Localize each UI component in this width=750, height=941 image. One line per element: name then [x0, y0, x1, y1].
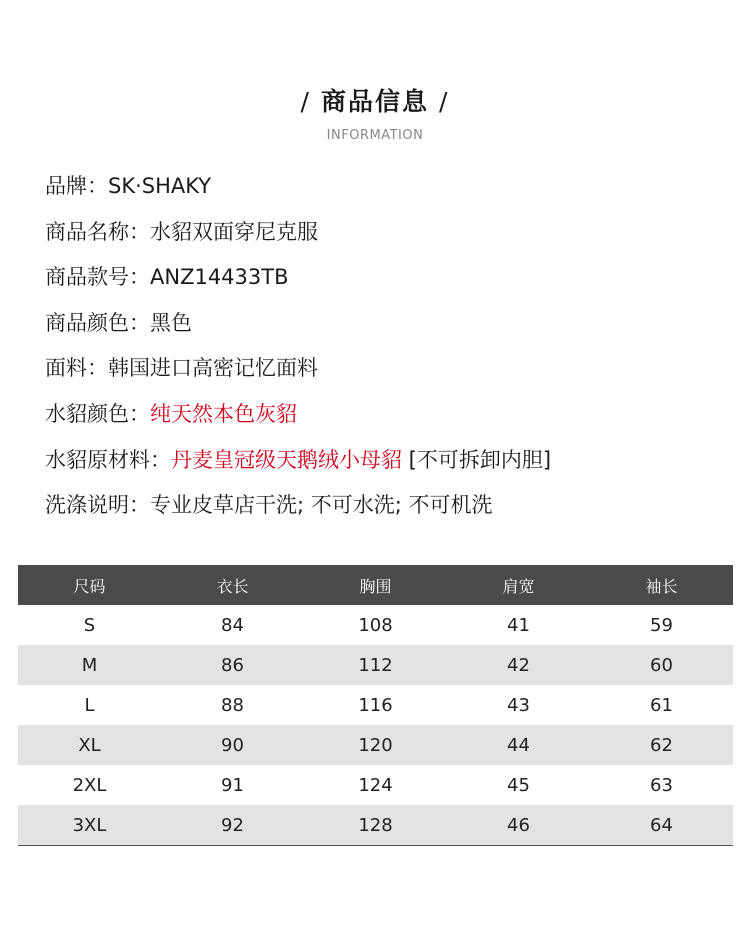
table-cell: 59	[650, 614, 673, 636]
table-cell: 92	[161, 805, 304, 846]
info-row	[45, 307, 725, 353]
table-cell: 61	[650, 694, 673, 716]
info-label: 面料：	[45, 356, 108, 381]
table-cell: 64	[590, 805, 733, 846]
title-slash-left: /	[300, 87, 311, 116]
info-row	[45, 261, 725, 307]
table-row	[18, 605, 733, 645]
product-info-list	[45, 170, 725, 535]
size-table-header-cell: 胸围	[359, 576, 392, 596]
info-row	[45, 352, 725, 398]
title-text: 商品信息	[320, 87, 429, 116]
info-value: 水貂双面穿尼克服	[150, 219, 318, 244]
table-cell: 43	[507, 694, 530, 716]
section-header	[0, 82, 750, 143]
table-row	[18, 805, 733, 846]
title-slash-right: /	[439, 87, 450, 116]
info-row	[45, 398, 725, 444]
table-cell: 45	[507, 774, 530, 796]
info-value: 丹麦皇冠级天鹅绒小母貂	[171, 447, 402, 472]
table-cell: 91	[221, 774, 244, 796]
table-cell: 120	[358, 734, 393, 756]
table-cell: 86	[221, 654, 244, 676]
info-label: 商品颜色：	[45, 310, 150, 335]
table-cell: S	[83, 614, 96, 636]
page-title	[0, 82, 750, 118]
table-cell: 44	[507, 734, 530, 756]
size-table-body	[18, 605, 733, 846]
table-cell: 90	[221, 734, 244, 756]
page-subtitle: INFORMATION	[326, 128, 424, 143]
table-cell: 116	[358, 694, 393, 716]
size-table-container	[18, 565, 733, 846]
table-cell: XL	[78, 734, 101, 756]
info-row	[45, 444, 725, 490]
table-row	[18, 685, 733, 725]
table-row	[18, 645, 733, 685]
info-value: 纯天然本色灰貂	[150, 401, 297, 426]
info-label: 水貂颜色：	[45, 401, 150, 426]
size-table-header-cell: 肩宽	[502, 576, 535, 596]
info-extra-note: [不可拆卸内胆]	[402, 447, 552, 472]
size-table-header-cell: 衣长	[216, 576, 249, 596]
info-value: 专业皮草店干洗; 不可水洗; 不可机洗	[150, 493, 493, 518]
table-cell: 2XL	[72, 774, 107, 796]
table-cell: M	[81, 654, 98, 676]
table-cell: L	[84, 694, 95, 716]
info-label: 商品款号：	[45, 265, 150, 290]
table-cell: 41	[507, 614, 530, 636]
table-cell: 84	[221, 614, 244, 636]
table-row	[18, 725, 733, 765]
table-cell: 112	[358, 654, 393, 676]
info-row	[45, 216, 725, 262]
info-row	[45, 170, 725, 216]
table-cell: 128	[304, 805, 447, 846]
info-value: SK·SHAKY	[108, 174, 212, 198]
table-cell: 124	[358, 774, 393, 796]
info-value: 韩国进口高密记忆面料	[108, 356, 318, 381]
table-cell: 46	[447, 805, 590, 846]
table-cell: 88	[221, 694, 244, 716]
table-row	[18, 765, 733, 805]
table-cell: 108	[358, 614, 393, 636]
info-value: ANZ14433TB	[150, 265, 289, 290]
table-cell: 3XL	[18, 805, 161, 846]
size-table-header-cell: 袖长	[645, 576, 678, 596]
info-label: 商品名称：	[45, 219, 150, 244]
size-table-header-row	[18, 565, 733, 605]
table-cell: 42	[507, 654, 530, 676]
info-row	[45, 489, 725, 535]
info-value: 黑色	[150, 310, 192, 335]
table-cell: 63	[650, 774, 673, 796]
size-table	[18, 565, 733, 846]
table-cell: 60	[650, 654, 673, 676]
table-cell: 62	[650, 734, 673, 756]
info-label: 洗涤说明：	[45, 493, 150, 518]
info-label: 品牌：	[45, 174, 108, 198]
info-label: 水貂原材料：	[45, 447, 171, 472]
size-table-header-cell: 尺码	[73, 576, 106, 596]
